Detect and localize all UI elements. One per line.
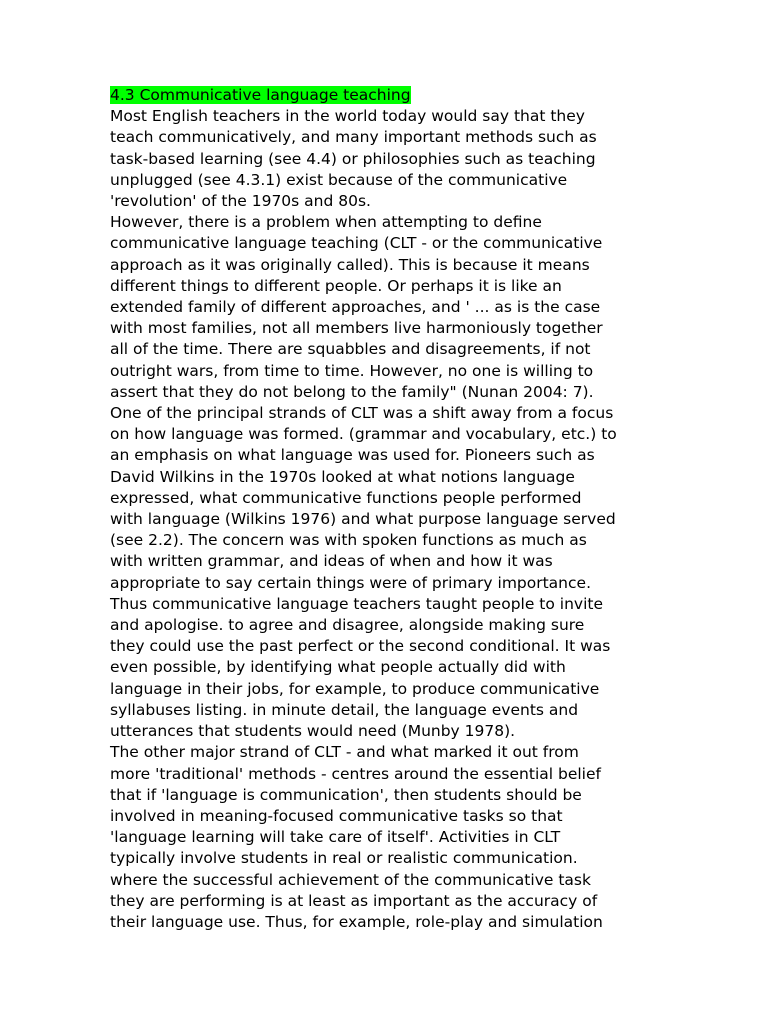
text-line: different things to different people. Or perhaps it is like an	[110, 276, 562, 295]
text-line: utterances that students would need (Munby 1978).	[110, 722, 516, 741]
text-line: Most English teachers in the world today would say that they	[110, 107, 585, 126]
text-line: involved in meaning-focused communicative tasks so that	[110, 806, 563, 825]
text-line: One of the principal strands of CLT was a shift away from a focus	[110, 404, 614, 423]
document-page	[110, 85, 670, 933]
text-line: on how language was formed. (grammar and vocabulary, etc.) to	[110, 425, 617, 444]
text-line: task-based learning (see 4.4) or philosophies such as teaching	[110, 149, 596, 168]
section-heading: 4.3 Communicative language teaching	[110, 86, 411, 104]
text-line: The other major strand of CLT - and what marked it out from	[110, 743, 579, 762]
text-line: approach as it was originally called). This is because it means	[110, 255, 590, 274]
text-line: they could use the past perfect or the second conditional. It was	[110, 637, 611, 656]
text-line: However, there is a problem when attempting to define	[110, 213, 542, 232]
text-line: their language use. Thus, for example, role-play and simulation	[110, 912, 603, 931]
text-line: an emphasis on what language was used for. Pioneers such as	[110, 446, 595, 465]
text-line: with most families, not all members live harmoniously together	[110, 319, 603, 338]
text-line: and apologise. to agree and disagree, alongside making sure	[110, 616, 585, 635]
text-line: Thus communicative language teachers taught people to invite	[110, 594, 604, 613]
text-line: extended family of different approaches, and ' ... as is the case	[110, 298, 601, 317]
text-line: more 'traditional' methods - centres around the essential belief	[110, 764, 601, 783]
text-line: language in their jobs, for example, to produce communicative	[110, 679, 600, 698]
text-line: David Wilkins in the 1970s looked at what notions language	[110, 467, 575, 486]
text-line: (see 2.2). The concern was with spoken functions as much as	[110, 531, 587, 550]
text-line: appropriate to say certain things were of primary importance.	[110, 573, 591, 592]
text-line: teach communicatively, and many important methods such as	[110, 128, 597, 147]
text-line: with language (Wilkins 1976) and what purpose language served	[110, 510, 616, 529]
text-line: typically involve students in real or realistic communication.	[110, 849, 578, 868]
text-line: syllabuses listing. in minute detail, the language events and	[110, 700, 579, 719]
body-text	[110, 106, 670, 933]
text-line: assert that they do not belong to the family" (Nunan 2004: 7).	[110, 382, 594, 401]
text-line: with written grammar, and ideas of when and how it was	[110, 552, 553, 571]
text-line: expressed, what communicative functions people performed	[110, 488, 582, 507]
text-line: all of the time. There are squabbles and disagreements, if not	[110, 340, 591, 359]
text-line: 'language learning will take care of itself'. Activities in CLT	[110, 828, 561, 847]
text-line: outright wars, from time to time. However, no one is willing to	[110, 361, 594, 380]
text-line: where the successful achievement of the communicative task	[110, 870, 591, 889]
text-line: they are performing is at least as important as the accuracy of	[110, 891, 598, 910]
text-line: that if 'language is communication', then students should be	[110, 785, 582, 804]
text-line: communicative language teaching (CLT - or the communicative	[110, 234, 603, 253]
text-line: 'revolution' of the 1970s and 80s.	[110, 192, 371, 211]
heading-line	[110, 85, 670, 106]
text-line: unplugged (see 4.3.1) exist because of the communicative	[110, 170, 568, 189]
text-line: even possible, by identifying what people actually did with	[110, 658, 566, 677]
